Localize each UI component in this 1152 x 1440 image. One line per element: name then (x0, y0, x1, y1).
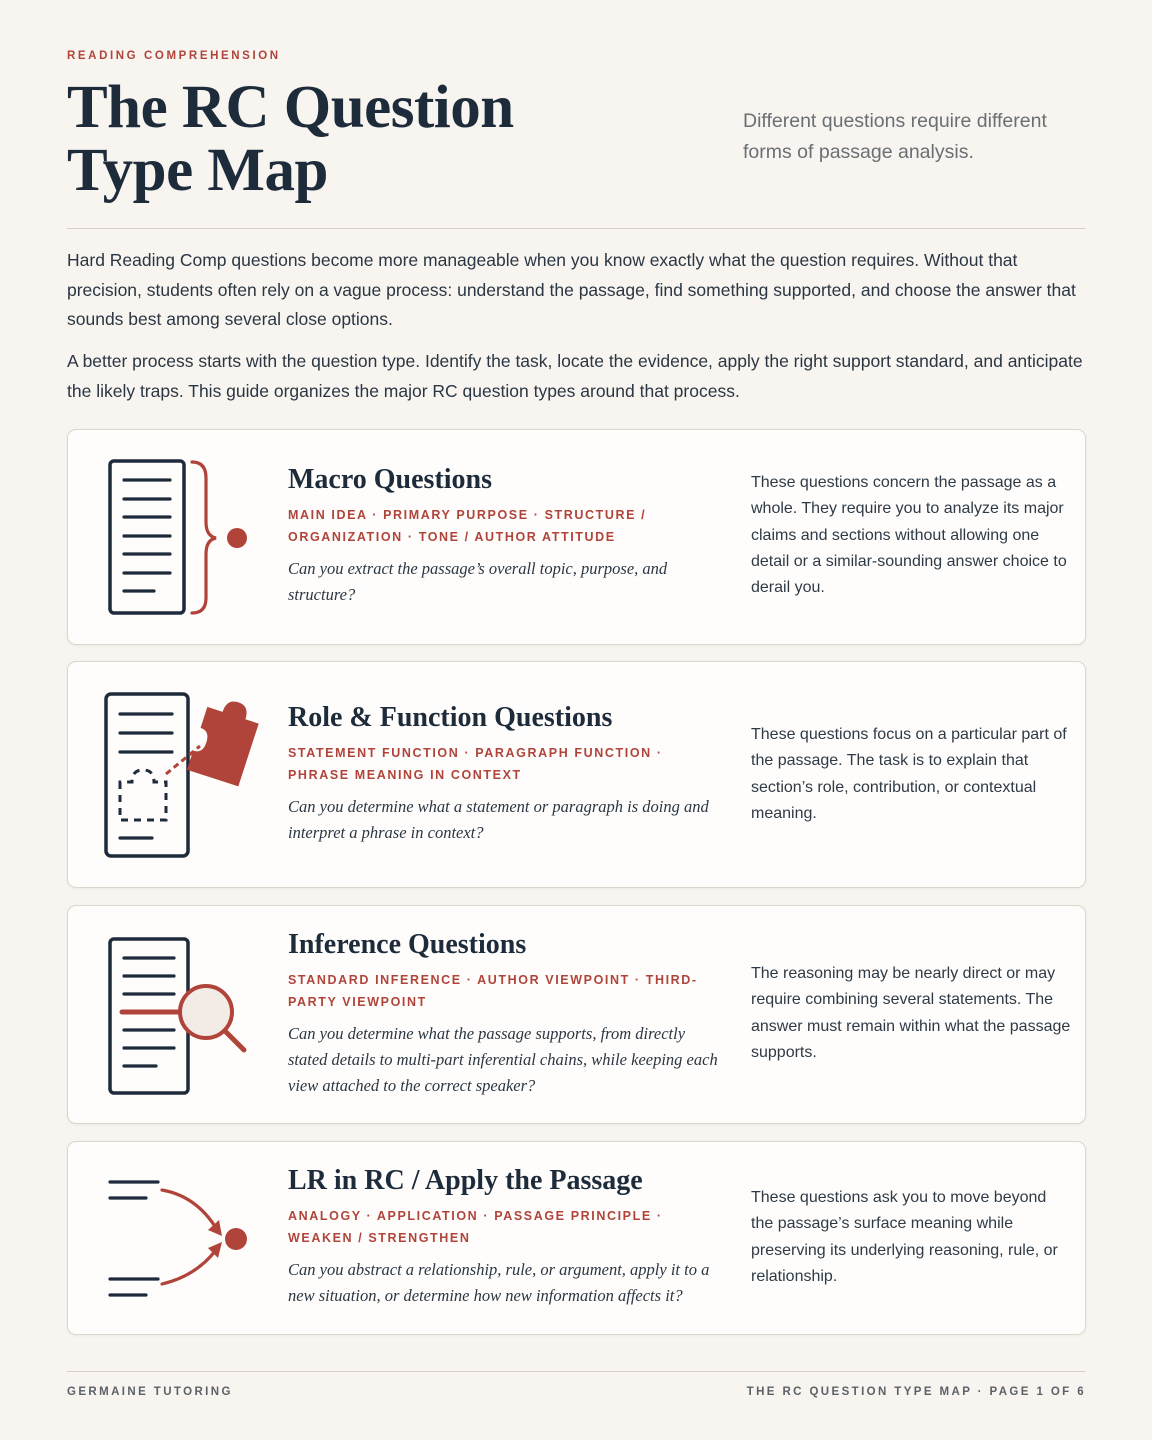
card-inference-questions (67, 905, 1086, 1124)
footer-page-info: THE RC QUESTION TYPE MAP · PAGE 1 OF 6 (746, 1386, 1086, 1398)
card-title: Role & Function Questions (288, 702, 613, 733)
card-question: Can you extract the passage’s overall topic, purpose, and structure? (288, 559, 668, 604)
page-title (67, 76, 627, 202)
card-macro-questions (67, 429, 1086, 645)
card-question: Can you determine what the passage supports, from directly stated details to multi-part inferential chains, while keeping each view attached to the correct speaker? (288, 1024, 718, 1095)
eyebrow-label: READING COMPREHENSION (67, 50, 281, 62)
card-title: Macro Questions (288, 464, 493, 495)
card-question: Can you determine what a statement or paragraph is doing and interpret a phrase in context? (288, 797, 709, 842)
header-divider (67, 228, 1086, 229)
document-bracket-icon (106, 458, 256, 618)
card-title: LR in RC / Apply the Passage (288, 1165, 643, 1196)
card-tags: ANALOGY · APPLICATION · PASSAGE PRINCIPLE · WEAKEN / STRENGTHEN (288, 1209, 663, 1245)
document-puzzle-icon (102, 690, 262, 862)
card-description: The reasoning may be nearly direct or may require combining several statements. The answer must remain within what the passage supports. (751, 965, 1071, 1061)
card-tags: MAIN IDEA · PRIMARY PURPOSE · STRUCTURE / ORGANIZATION · TONE / AUTHOR ATTITUDE (288, 508, 647, 544)
card-tags: STATEMENT FUNCTION · PARAGRAPH FUNCTION · PHRASE MEANING IN CONTEXT (288, 746, 663, 782)
page-subtitle: Different questions require different forms of passage analysis. (743, 110, 1047, 163)
card-lr-in-rc-questions (67, 1141, 1086, 1335)
intro-paragraph-1: Hard Reading Comp questions become more manageable when you know exactly what the question requires. Without that precision, students often rely on a vague process: understand the passage, find something supported, and choose the answer that sounds best among several close options. (67, 250, 1076, 329)
intro-paragraph-2: A better process starts with the question type. Identify the task, locate the evidence, apply the right support standard, and anticipate the likely traps. This guide organizes the major RC question types around that process. (67, 351, 1083, 401)
page-title-line-1: The RC Question (67, 74, 514, 141)
card-question: Can you abstract a relationship, rule, or argument, apply it to a new situation, or determine how new information affects it? (288, 1260, 710, 1305)
converging-arrows-icon (106, 1176, 256, 1306)
card-tags: STANDARD INFERENCE · AUTHOR VIEWPOINT · THIRD-PARTY VIEWPOINT (288, 973, 698, 1009)
page-title-line-2: Type Map (67, 137, 328, 204)
card-description: These questions concern the passage as a whole. They require you to analyze its major claims and sections without allowing one detail or a similar-sounding answer choice to derail you. (751, 474, 1067, 597)
card-description: These questions focus on a particular part of the passage. The task is to explain that section’s role, contribution, or contextual meaning. (751, 726, 1067, 822)
footer-brand: GERMAINE TUTORING (67, 1386, 233, 1398)
card-description: These questions ask you to move beyond the passage’s surface meaning while preserving its underlying reasoning, rule, or relationship. (751, 1189, 1058, 1285)
card-role-function-questions (67, 661, 1086, 888)
page (67, 0, 1086, 1440)
document-magnifier-icon (106, 936, 256, 1096)
footer-divider (67, 1371, 1086, 1372)
card-title: Inference Questions (288, 929, 527, 960)
